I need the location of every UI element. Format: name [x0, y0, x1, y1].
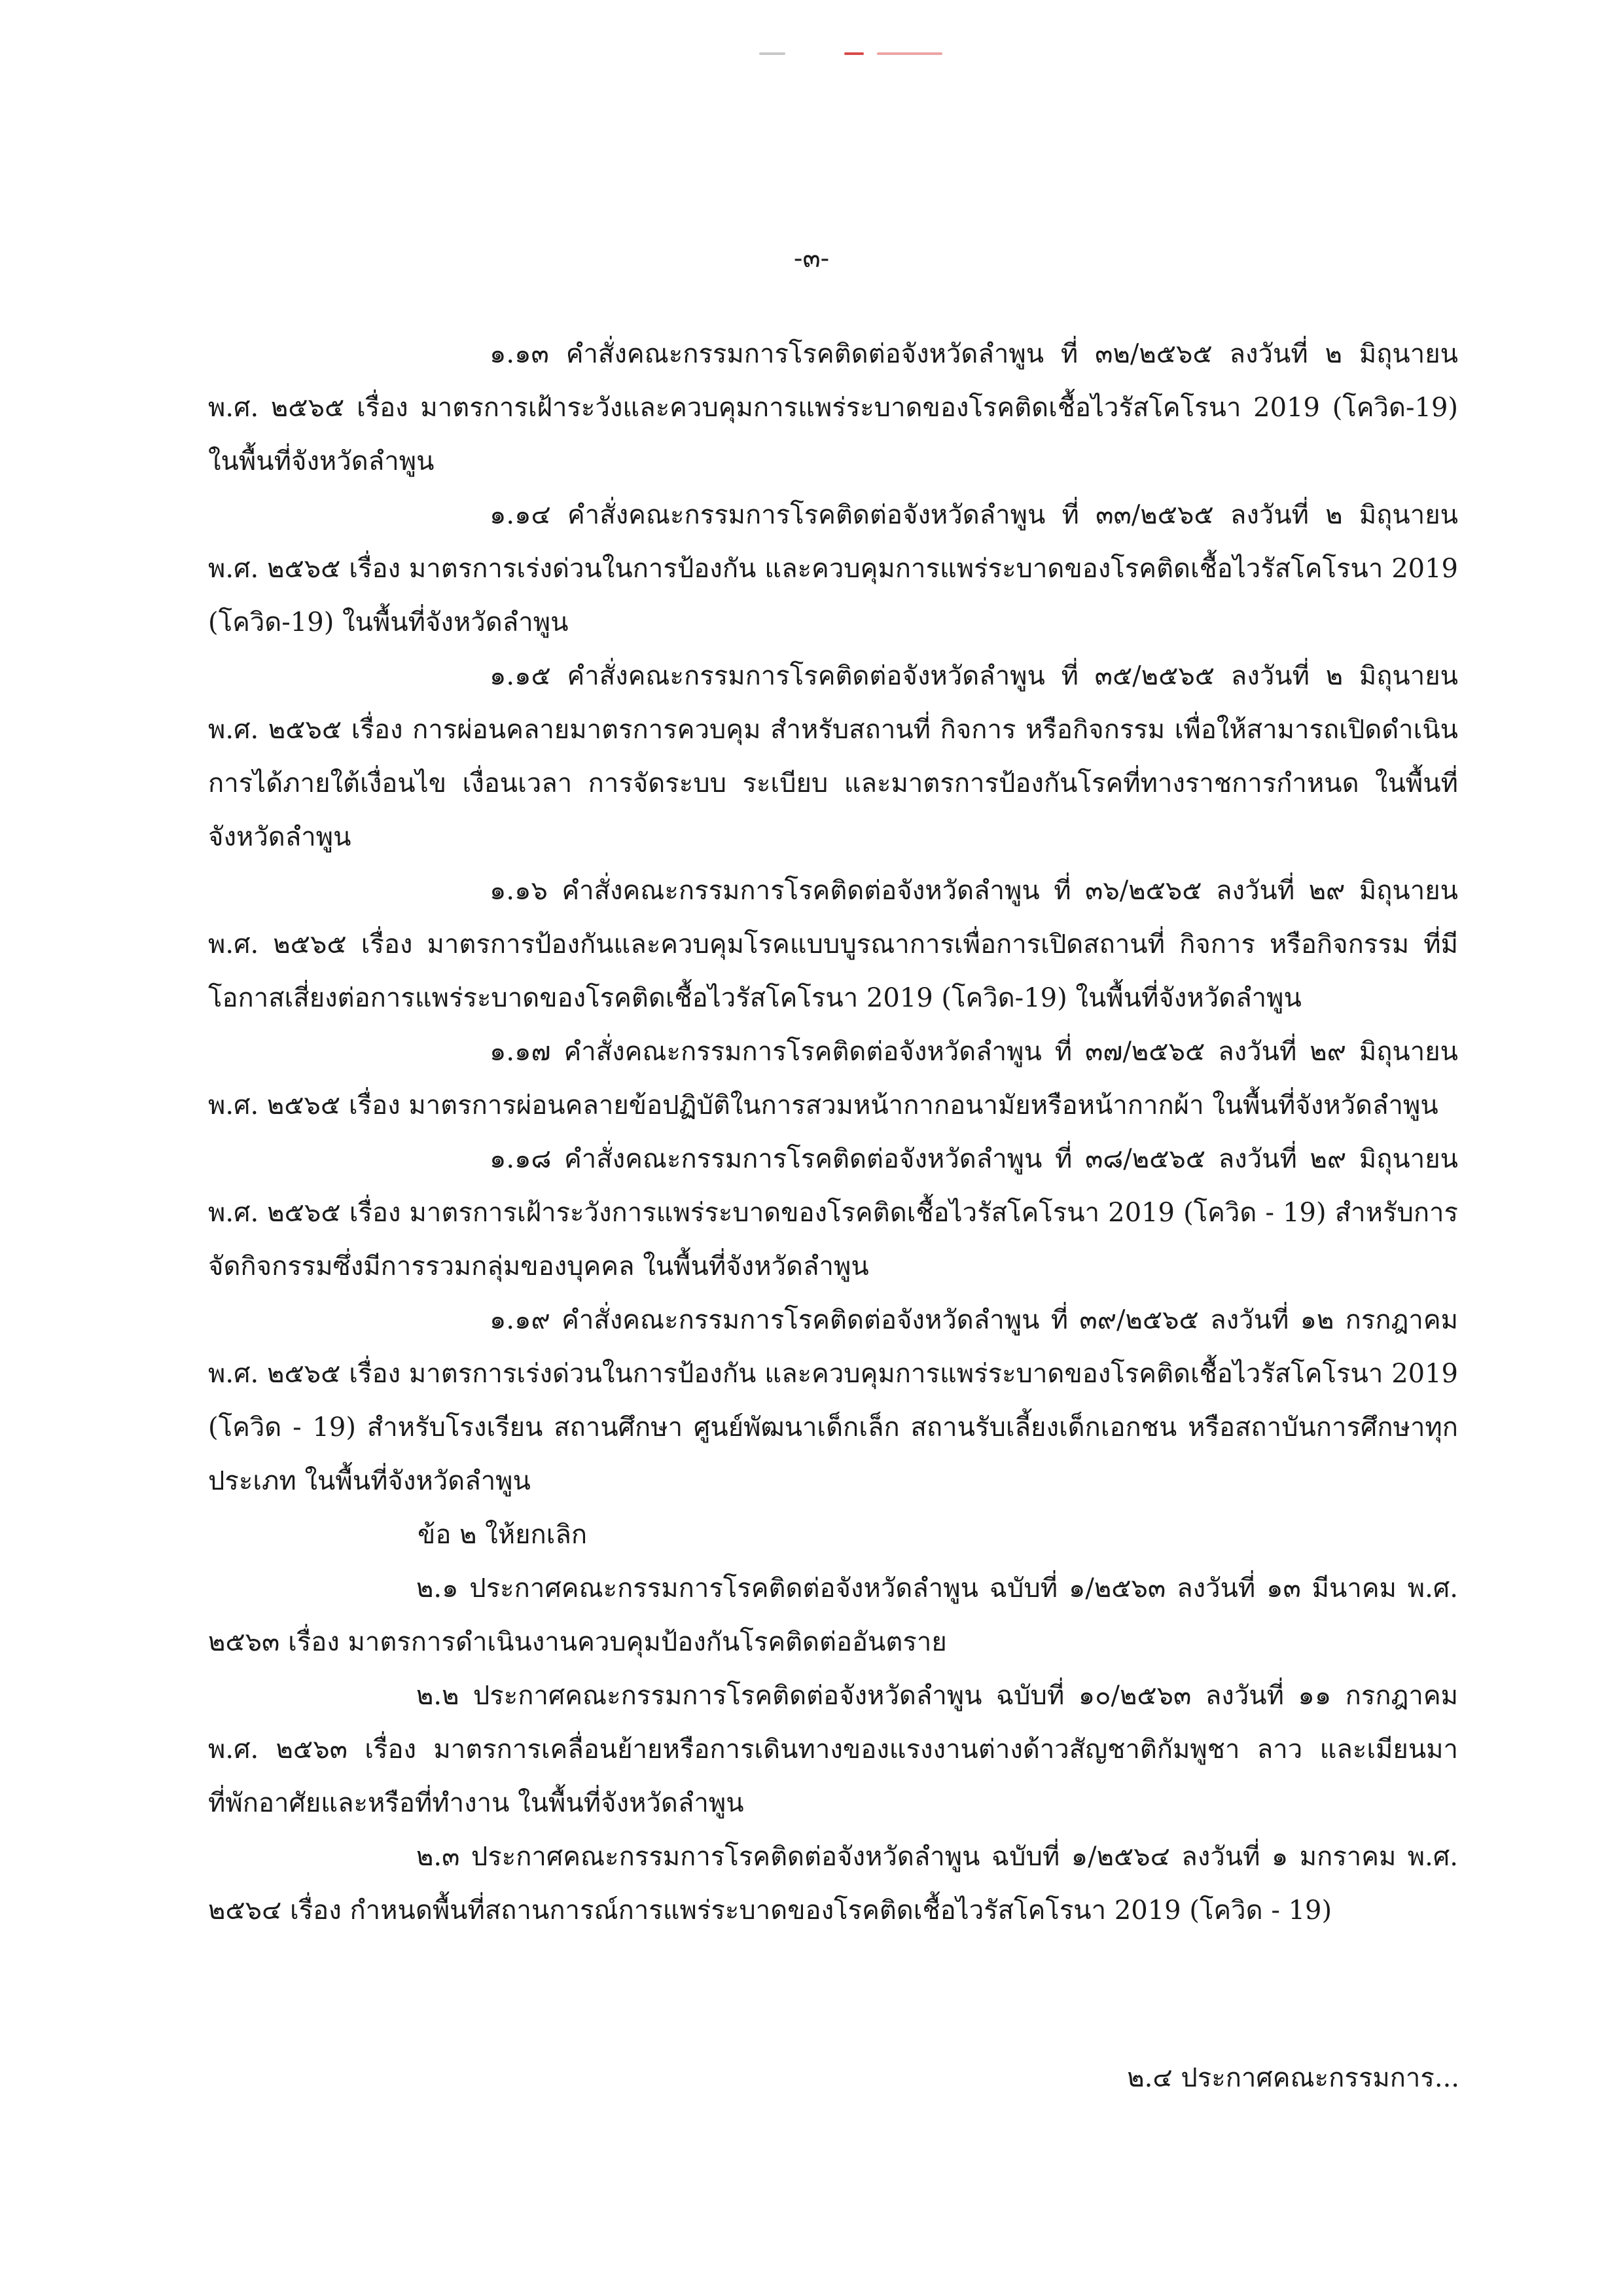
announcement-item-2-1: ๒.๑ ประกาศคณะกรรมการโรคติดต่อจังหวัดลำพูน ฉบับที่ ๑/๒๕๖๓ ลงวันที่ ๑๓ มีนาคม พ.ศ. ๒๕๖๓ เรื่อง มาตรการดำเนินงานควบคุมป้องกันโรคติดต่ออันตราย — [208, 1573, 1458, 1657]
continuation-note: ๒.๔ ประกาศคณะกรรมการ... — [1127, 2063, 1459, 2093]
announcement-item-2-3: ๒.๓ ประกาศคณะกรรมการโรคติดต่อจังหวัดลำพูน ฉบับที่ ๑/๒๕๖๔ ลงวันที่ ๑ มกราคม พ.ศ. ๒๕๖๔ เรื่อง กำหนดพื้นที่สถานการณ์การแพร่ระบาดของโรคติดเชื้อไวรัสโคโรนา 2019 (โควิด - 19) — [208, 1842, 1458, 1926]
order-item-1-17: ๑.๑๗ คำสั่งคณะกรรมการโรคติดต่อจังหวัดลำพูน ที่ ๓๗/๒๕๖๕ ลงวันที่ ๒๙ มิถุนายน พ.ศ. ๒๕๖๕ เรื่อง มาตรการผ่อนคลายข้อปฏิบัติในการสวมหน้ากากอนามัยหรือหน้ากากผ้า ในพื้นที่จังหวัดลำพูน — [208, 1037, 1458, 1121]
order-item-1-18: ๑.๑๘ คำสั่งคณะกรรมการโรคติดต่อจังหวัดลำพูน ที่ ๓๘/๒๕๖๕ ลงวันที่ ๒๙ มิถุนายน พ.ศ. ๒๕๖๕ เรื่อง มาตรการเฝ้าระวังการแพร่ระบาดของโรคติดเชื้อไวรัสโคโรนา 2019 (โควิด - 19) สำหรับการจัดกิจกรรมซึ่งมีการรวมกลุ่มของบุคคล ในพื้นที่จังหวัดลำพูน — [208, 1144, 1458, 1282]
order-item-1-14: ๑.๑๔ คำสั่งคณะกรรมการโรคติดต่อจังหวัดลำพูน ที่ ๓๓/๒๕๖๕ ลงวันที่ ๒ มิถุนายน พ.ศ. ๒๕๖๕ เรื่อง มาตรการเร่งด่วนในการป้องกัน และควบคุมการแพร่ระบาดของโรคติดเชื้อไวรัสโคโรนา 2019 (โควิด-19) ในพื้นที่จังหวัดลำพูน — [208, 500, 1458, 637]
order-item-1-16: ๑.๑๖ คำสั่งคณะกรรมการโรคติดต่อจังหวัดลำพูน ที่ ๓๖/๒๕๖๕ ลงวันที่ ๒๙ มิถุนายน พ.ศ. ๒๕๖๕ เรื่อง มาตรการป้องกันและควบคุมโรคแบบบูรณาการเพื่อการเปิดสถานที่ กิจการ หรือกิจกรรม ที่มีโอกาสเสี่ยงต่อการแพร่ระบาดของโรคติดเชื้อไวรัสโคโรนา 2019 (โควิด-19) ในพื้นที่จังหวัดลำพูน — [208, 876, 1458, 1013]
clause-2-heading: ข้อ ๒ ให้ยกเลิก — [418, 1520, 588, 1550]
scan-artifact-mark — [844, 52, 864, 55]
order-item-1-13: ๑.๑๓ คำสั่งคณะกรรมการโรคติดต่อจังหวัดลำพูน ที่ ๓๒/๒๕๖๕ ลงวันที่ ๒ มิถุนายน พ.ศ. ๒๕๖๕ เรื่อง มาตรการเฝ้าระวังและควบคุมการแพร่ระบาดของโรคติดเชื้อไวรัสโคโรนา 2019 (โควิด-19) ในพื้นที่จังหวัดลำพูน — [208, 339, 1458, 476]
document-body — [208, 327, 1458, 1937]
scan-artifact-mark — [877, 52, 942, 55]
order-item-1-19: ๑.๑๙ คำสั่งคณะกรรมการโรคติดต่อจังหวัดลำพูน ที่ ๓๙/๒๕๖๕ ลงวันที่ ๑๒ กรกฎาคม พ.ศ. ๒๕๖๕ เรื่อง มาตรการเร่งด่วนในการป้องกัน และควบคุมการแพร่ระบาดของโรคติดเชื้อไวรัสโคโรนา 2019 (โควิด - 19) สำหรับโรงเรียน สถานศึกษา ศูนย์พัฒนาเด็กเล็ก สถานรับเลี้ยงเด็กเอกชน หรือสถาบันการศึกษาทุกประเภท ในพื้นที่จังหวัดลำพูน — [208, 1305, 1458, 1496]
order-item-1-15: ๑.๑๕ คำสั่งคณะกรรมการโรคติดต่อจังหวัดลำพูน ที่ ๓๕/๒๕๖๕ ลงวันที่ ๒ มิถุนายน พ.ศ. ๒๕๖๕ เรื่อง การผ่อนคลายมาตรการควบคุม สำหรับสถานที่ กิจการ หรือกิจกรรม เพื่อให้สามารถเปิดดำเนินการได้ภายใต้เงื่อนไข เงื่อนเวลา การจัดระบบ ระเบียบ และมาตรการป้องกันโรคที่ทางราชการกำหนด ในพื้นที่จังหวัดลำพูน — [208, 661, 1458, 852]
page-number: -๓- — [793, 243, 830, 274]
announcement-item-2-2: ๒.๒ ประกาศคณะกรรมการโรคติดต่อจังหวัดลำพูน ฉบับที่ ๑๐/๒๕๖๓ ลงวันที่ ๑๑ กรกฎาคม พ.ศ. ๒๕๖๓ เรื่อง มาตรการเคลื่อนย้ายหรือการเดินทางของแรงงานต่างด้าวสัญชาติกัมพูชา ลาว และเมียนมาที่พักอาศัยและหรือที่ทำงาน ในพื้นที่จังหวัดลำพูน — [208, 1681, 1458, 1818]
scan-artifact-mark — [759, 52, 785, 55]
